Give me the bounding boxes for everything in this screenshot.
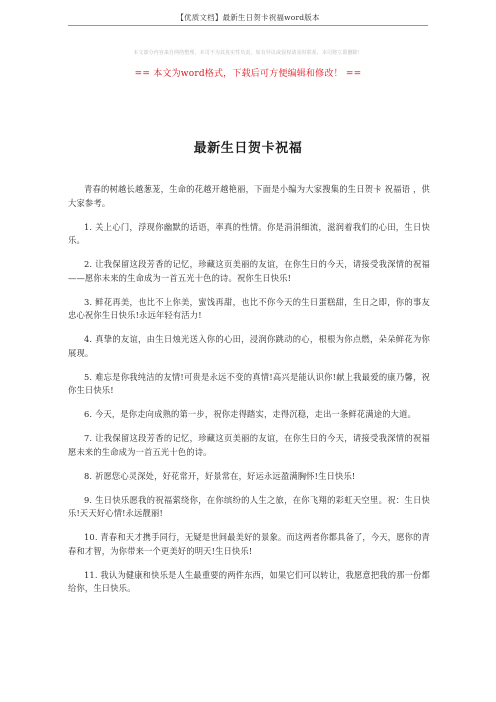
wish-paragraph: 7. 让我保留这段芳香的记忆，珍藏这页美丽的友谊，在你生日的今天，请接受我深情的祝福愿未来的生命成为一首五光十色的诗。 xyxy=(68,433,430,457)
wish-paragraph: 6. 今天，是你走向成熟的第一步，祝你走得踏实，走得沉稳，走出一条鲜花满途的大道。 xyxy=(84,409,416,419)
header-divider xyxy=(68,25,428,26)
wish-paragraph: 5. 难忘是你我纯洁的友情!可贵是永远不变的真情!高兴是能认识你!献上我最爱的康乃馨，祝你生日快乐! xyxy=(68,371,430,395)
wish-paragraph: 2. 让我保留这段芳香的记忆，珍藏这页美丽的友谊，在你生日的今天，请接受我深情的祝福——愿你未来的生命成为一首五光十色的诗。祝你生日快乐! xyxy=(68,259,430,283)
document-title: 最新生日贺卡祝福 xyxy=(193,141,303,156)
wish-paragraph: 4. 真挚的友谊，由生日烛光送入你的心田，浸润你跳动的心，根根为你点燃，朵朵鲜花为你展现。 xyxy=(68,334,430,358)
intro-paragraph: 青春的树越长越葱茏，生命的花越开越艳丽，下面是小编为大家搜集的生日贺卡 祝福语 ，供大家参考。 xyxy=(68,184,430,208)
wish-paragraph: 3. 鲜花再美，也比不上你美，蜜饯再甜，也比不你今天的生日蛋糕甜，生日之即，你的事友忠心祝你生日快乐!永远年轻有活力! xyxy=(68,296,430,320)
wish-paragraph: 8. 祈愿您心灵深处，好花常开，好景常在，好运永远盈满胸怀!生日快乐! xyxy=(84,470,356,481)
disclaimer-text: 本文部分内容来自网络整理，本司不为其真实性负责，如有异议或侵权请及时联系，本司将立即删除！ xyxy=(133,50,363,56)
wish-paragraph: 10. 青春和天才携手同行，无疑是世间最美好的景象。而这两者你都具备了，今天，愿你的青春和才智，为你带来一个更美好的明天!生日快乐! xyxy=(68,532,430,556)
word-format-notice: == 本文为word格式，下载后可方便编辑和修改！ == xyxy=(134,69,362,79)
page-header: 【优质文档】最新生日贺卡祝福word版本 xyxy=(176,13,320,22)
wish-paragraph: 11. 我认为健康和快乐是人生最重要的两件东西，如果它们可以转让，我愿意把我的那一份都给你，生日快乐。 xyxy=(68,569,430,593)
wish-paragraph: 1. 关上心门，浮现你幽默的话语，率真的性情。你是涓涓细流，滋润着我们的心田，生日快乐。 xyxy=(68,221,430,245)
document-body xyxy=(68,183,430,606)
wish-paragraph: 9. 生日快乐愿我的祝福萦绕你，在你缤纷的人生之旅，在你飞翔的彩虹天空里。祝：生日快乐!天天好心情!永远靓丽! xyxy=(68,494,430,518)
